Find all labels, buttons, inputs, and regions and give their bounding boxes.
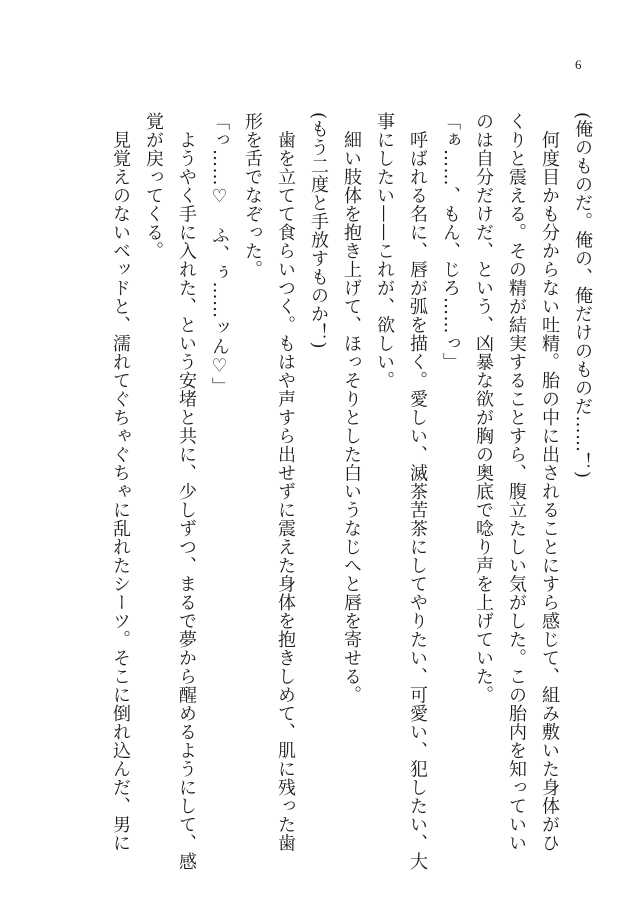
text-line: 覚が戻ってくる。 xyxy=(143,112,164,260)
text-line: くりと震える。その精が結実することすら、腹立たしい気がした。この胎内を知っていい xyxy=(506,112,527,852)
text-line: 形を舌でなぞった。 xyxy=(242,112,263,279)
text-line: 見覚えのないベッドと、濡れてぐちゃぐちゃに乱れたシーツ。そこに倒れ込んだ、男に xyxy=(110,112,131,852)
text-line: のは自分だけだ、という、凶暴な欲が胸の奥底で唸り声を上げていた。 xyxy=(473,112,494,704)
text-line: 「ぁ……、もん、じろ……っ」 xyxy=(440,112,461,371)
text-line: 歯を立てて食らいつく。もはや声すら出せずに震えた身体を抱きしめて、肌に残った歯 xyxy=(275,112,296,852)
page-number: 6 xyxy=(575,57,582,72)
text-line: ようやく手に入れた、という安堵と共に、少しずつ、まるで夢から醒めるようにして、感 xyxy=(176,112,197,871)
text-line: (もう二度と手放すものか！) xyxy=(308,112,329,350)
vertical-text-body xyxy=(110,112,599,872)
text-line: 事にしたい——これが、欲しい。 xyxy=(374,112,395,390)
text-line: 呼ばれる名に、唇が弧を描く。愛しい、滅茶苦茶にしてやりたい、可愛い、犯したい、大 xyxy=(407,112,428,871)
text-line: (俺のものだ。俺の、俺だけのものだ……！) xyxy=(572,112,593,479)
text-line: 何度目かも分からない吐精。胎の中に出されることにすら感じて、組み敷いた身体がひ xyxy=(539,112,560,852)
text-line: 細い肢体を抱き上げて、ほっそりとした白いうなじへと唇を寄せる。 xyxy=(341,112,362,704)
text-line: 「っ……♡ ふ、ぅ……ッん♡」 xyxy=(209,112,230,396)
